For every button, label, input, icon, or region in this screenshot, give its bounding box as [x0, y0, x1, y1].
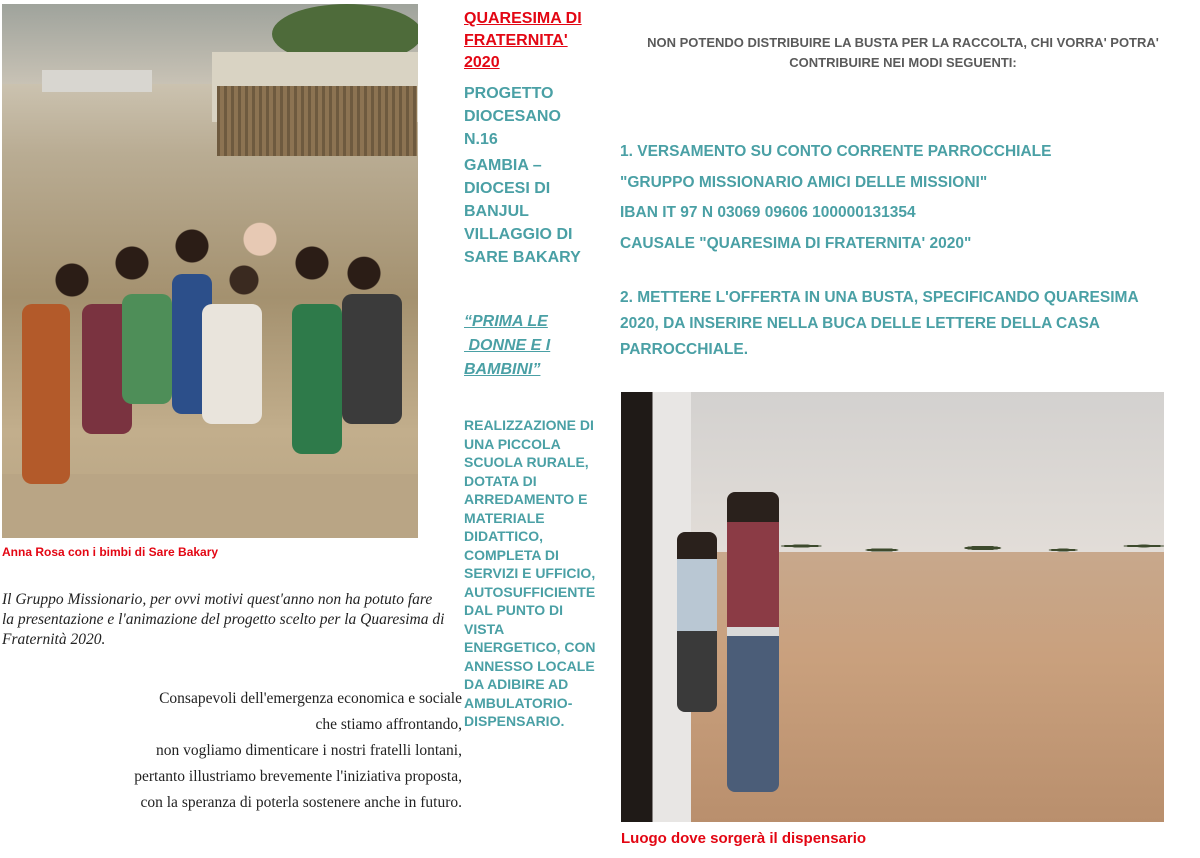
- description-line: COMPLETA DI: [464, 546, 559, 563]
- project-line: PROGETTO: [464, 85, 554, 102]
- paragraph-line: pertanto illustriamo brevemente l'iniziativa proposta,: [134, 768, 462, 785]
- location-line: GAMBIA –: [464, 157, 542, 174]
- project-info: [464, 82, 604, 269]
- paragraph-line: Consapevoli dell'emergenza economica e sociale: [159, 690, 462, 707]
- title-line: 2020: [464, 54, 500, 71]
- description-line: DOTATA DI: [464, 472, 537, 489]
- paragraph-line: che stiamo affrontando,: [315, 716, 462, 733]
- location-line: VILLAGGIO DI: [464, 226, 573, 243]
- dispensary-site-photo: [621, 392, 1164, 822]
- description-line: SCUOLA RURALE,: [464, 454, 589, 470]
- header-line: CONTRIBUIRE NEI MODI SEGUENTI:: [789, 55, 1017, 70]
- option-line: CAUSALE "QUARESIMA DI FRATERNITA' 2020": [620, 234, 972, 252]
- option-line: PARROCCHIALE.: [620, 341, 749, 358]
- option-line: 1. VERSAMENTO SU CONTO CORRENTE PARROCCHIALE: [620, 143, 1052, 160]
- description-line: ANNESSO LOCALE: [464, 657, 595, 674]
- donation-header: [612, 33, 1194, 73]
- project-line: DIOCESANO: [464, 108, 561, 125]
- project-description: [464, 416, 604, 731]
- paragraph-line: non vogliamo dimenticare i nostri fratelli lontani,: [155, 742, 462, 759]
- description-line: AUTOSUFFICIENTE: [464, 583, 596, 600]
- location-line: BANJUL: [464, 203, 529, 220]
- option-line: 2020, DA INSERIRE NELLA BUCA DELLE LETTERE DELLA CASA: [620, 315, 1100, 332]
- project-motto: [464, 310, 604, 382]
- project-line: N.16: [464, 131, 498, 148]
- description-line: AMBULATORIO-: [464, 694, 573, 711]
- motto-line: BAMBINI”: [464, 361, 541, 378]
- description-line: DISPENSARIO.: [464, 713, 565, 729]
- title-line: FRATERNITA': [464, 32, 568, 49]
- children-photo-caption: Anna Rosa con i bimbi di Sare Bakary: [2, 545, 219, 559]
- paragraph-line: con la speranza di poterla sostenere anche in futuro.: [140, 794, 462, 811]
- description-line: ENERGETICO, CON: [464, 639, 596, 655]
- description-line: UNA PICCOLA: [464, 435, 561, 452]
- intro-text: Il Gruppo Missionario, per ovvi motivi quest'anno non ha potuto fare la presentazione e l'animazione del progetto scelto per la Quaresima di Fraternità 2020.: [2, 591, 445, 648]
- description-line: DIDATTICO,: [464, 528, 544, 544]
- option-line: "GRUPPO MISSIONARIO AMICI DELLE MISSIONI": [620, 173, 988, 191]
- description-line: DA ADIBIRE AD: [464, 676, 569, 692]
- page-title: [464, 8, 604, 74]
- children-photo: [2, 4, 418, 538]
- location-line: DIOCESI DI: [464, 180, 551, 197]
- iban-text: IBAN IT 97 N 03069 09606 100000131354: [620, 204, 916, 221]
- intro-paragraph: [60, 688, 462, 818]
- motto-line: DONNE E I: [464, 337, 551, 354]
- title-line: QUARESIMA DI: [464, 10, 582, 27]
- description-line: VISTA: [464, 620, 505, 637]
- header-line: NON POTENDO DISTRIBUIRE LA BUSTA PER LA RACCOLTA, CHI VORRA' POTRA': [647, 35, 1159, 50]
- description-line: MATERIALE: [464, 509, 545, 526]
- description-line: SERVIZI E UFFICIO,: [464, 565, 596, 581]
- dispensary-photo-caption: Luogo dove sorgerà il dispensario: [621, 830, 867, 847]
- option-line: 2. METTERE L'OFFERTA IN UNA BUSTA, SPECIFICANDO QUARESIMA: [620, 289, 1139, 306]
- motto-line: “PRIMA LE: [464, 313, 548, 330]
- description-line: DAL PUNTO DI: [464, 602, 564, 618]
- description-line: ARREDAMENTO E: [464, 491, 588, 507]
- donation-option-envelope: [620, 285, 1180, 363]
- description-line: REALIZZAZIONE DI: [464, 417, 594, 433]
- location-line: SARE BAKARY: [464, 249, 581, 266]
- donation-option-bank-transfer: [620, 137, 1190, 259]
